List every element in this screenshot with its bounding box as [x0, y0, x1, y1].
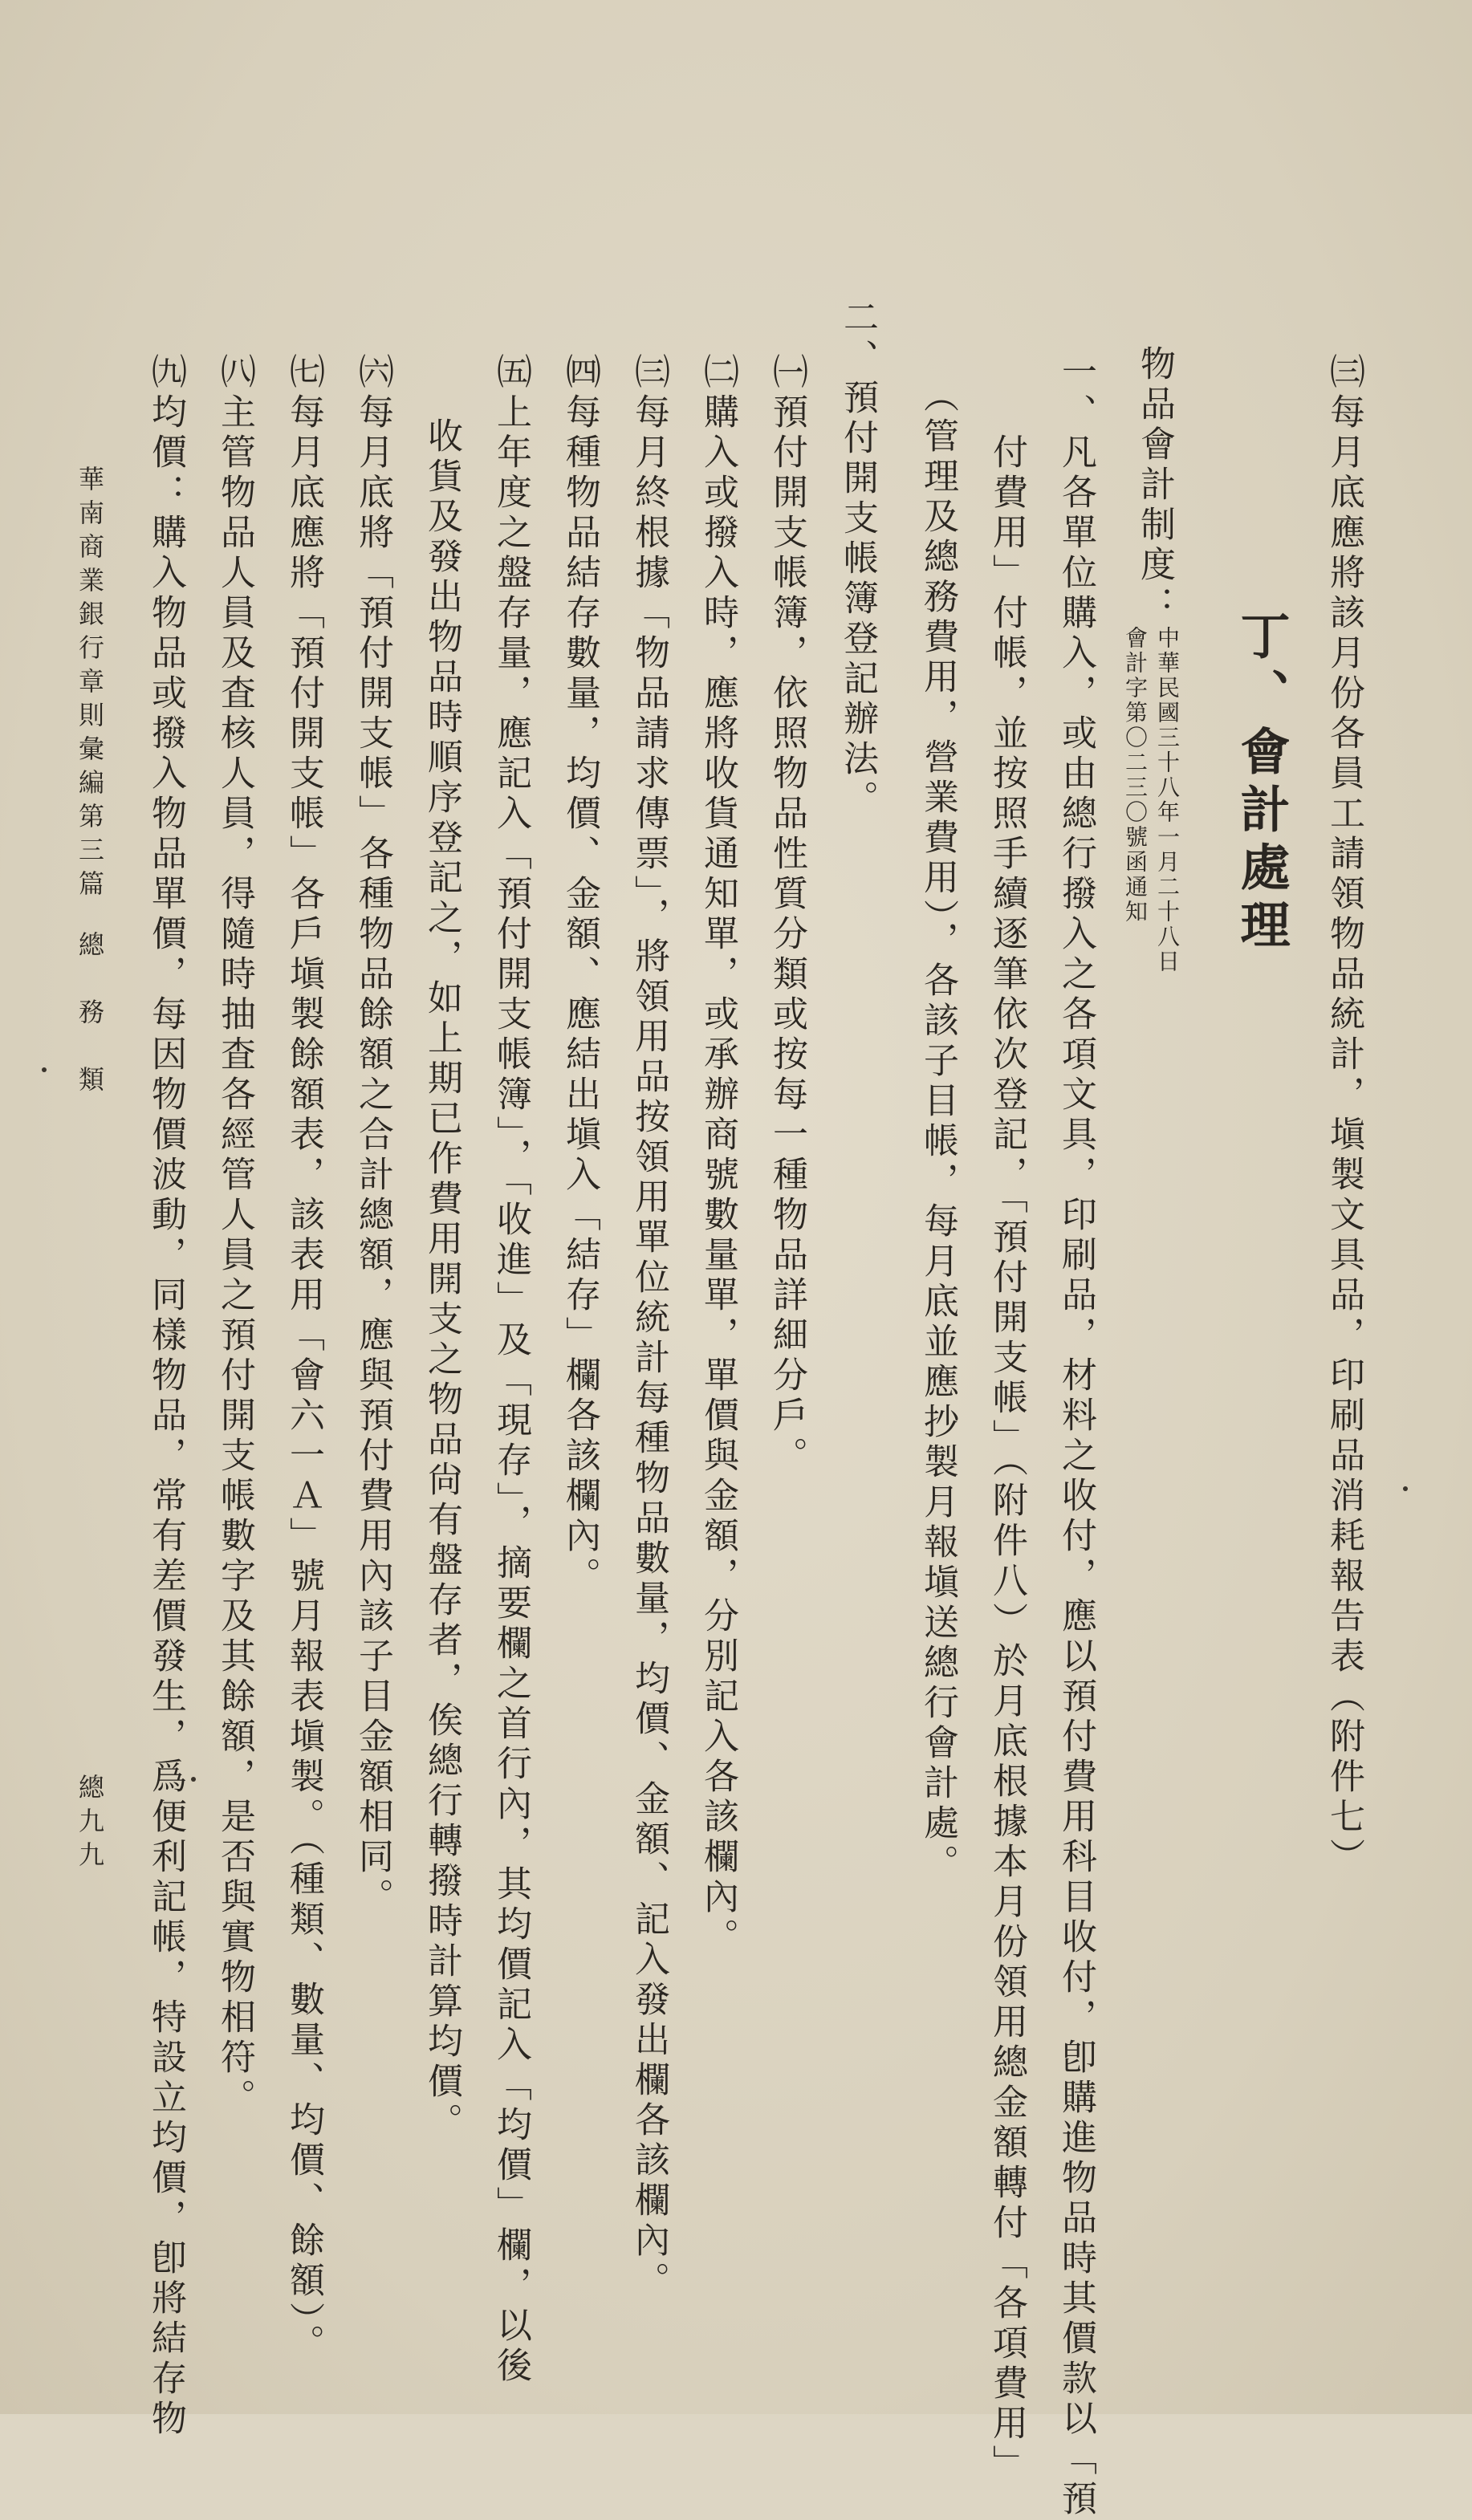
subitem-1: ㈠預付開支帳簿，依照物品性質分類或按每一種物品詳細分戶。 — [766, 353, 807, 1477]
subitem-2: ㈡購入或撥入時，應將收貨通知單，或承辦商號數量單，單價與金額，分別記入各該欄內。 — [697, 353, 738, 1958]
section-title: 丁、會計處理 — [1232, 610, 1291, 957]
regulation-label: 物品會計制度： — [1134, 345, 1175, 626]
subitem-6: ㈥每月底將「預付開支帳」各種物品餘額之合計總額，應與預付費用內該子目金額相同。 — [352, 353, 393, 1918]
subitem-3: ㈢每月終根據「物品請求傳票」，將領用品按領用單位統計每種物品數量，均價、金額、記入發出欄各該欄內。 — [628, 353, 669, 2302]
subitem-8: ㈧主管物品人員及査核人員，得隨時抽査各經管人員之預付開支帳數字及其餘額，是否與實物相符。 — [214, 353, 255, 2119]
regulation-ref: 會計字第〇二三〇號函通知 — [1122, 626, 1149, 925]
subitem-7: ㈦每月底應將「預付開支帳」各戶塡製餘額表，該表用「會六一Ａ」號月報表塡製。（種類、數量、均價、餘額）。 — [283, 353, 324, 2364]
ink-speck — [42, 1067, 47, 1072]
ink-speck — [191, 1777, 196, 1782]
item2-heading: 二、預付開支帳簿登記辦法。 — [837, 299, 878, 820]
subitem-5-line2: 收貨及發出物品時順序登記之，如上期已作費用開支之物品尙有盤存者，俟總行轉撥時計算均價。 — [421, 417, 462, 2143]
subitem-5-line1: ㈤上年度之盤存量，應記入「預付開支帳簿」，「收進」及「現存」，摘要欄之首行內，其均價記入「均價」欄，以後 — [490, 353, 531, 2387]
header-line: ㈢每月底應將該月份各員工請領物品統計，塡製文具品，印刷品消耗報告表（附件七） — [1324, 353, 1364, 1878]
regulation-date: 中華民國三十八年一月二十八日 — [1154, 626, 1181, 974]
item1-line3: （管理及總務費用，營業費用），各該子目帳，每月底並應抄製月報塡送總行會計處。 — [917, 377, 958, 1884]
item1-line1: 一、凡各單位購入，或由總行撥入之各項文具，印刷品，材料之收付，應以預付費用科目收付，卽購進物品時其價款以「預 — [1055, 353, 1096, 2520]
subitem-4: ㈣每種物品結存數量，均價、金額、應結出塡入「結存」欄各該欄內。 — [559, 353, 600, 1597]
footer-book-title: 華南商業銀行章則彙編 — [75, 465, 105, 803]
footer-chapter: 第三篇 — [75, 803, 105, 904]
footer-category: 總 務 類 — [75, 931, 105, 1099]
item1-line2: 付費用」付帳，並按照手續逐筆依次登記，「預付開支帳」（附件八）於月底根據本月份領用總金額轉付「各項費用」 — [986, 433, 1027, 2485]
subitem-9: ㈨均價：購入物品或撥入物品單價，每因物價波動，同樣物品，常有差價發生，爲便利記帳，特設立均價，卽將結存物 — [145, 353, 186, 2440]
footer-page-number: 總九九 — [75, 1774, 105, 1875]
ink-speck — [1403, 1486, 1408, 1491]
